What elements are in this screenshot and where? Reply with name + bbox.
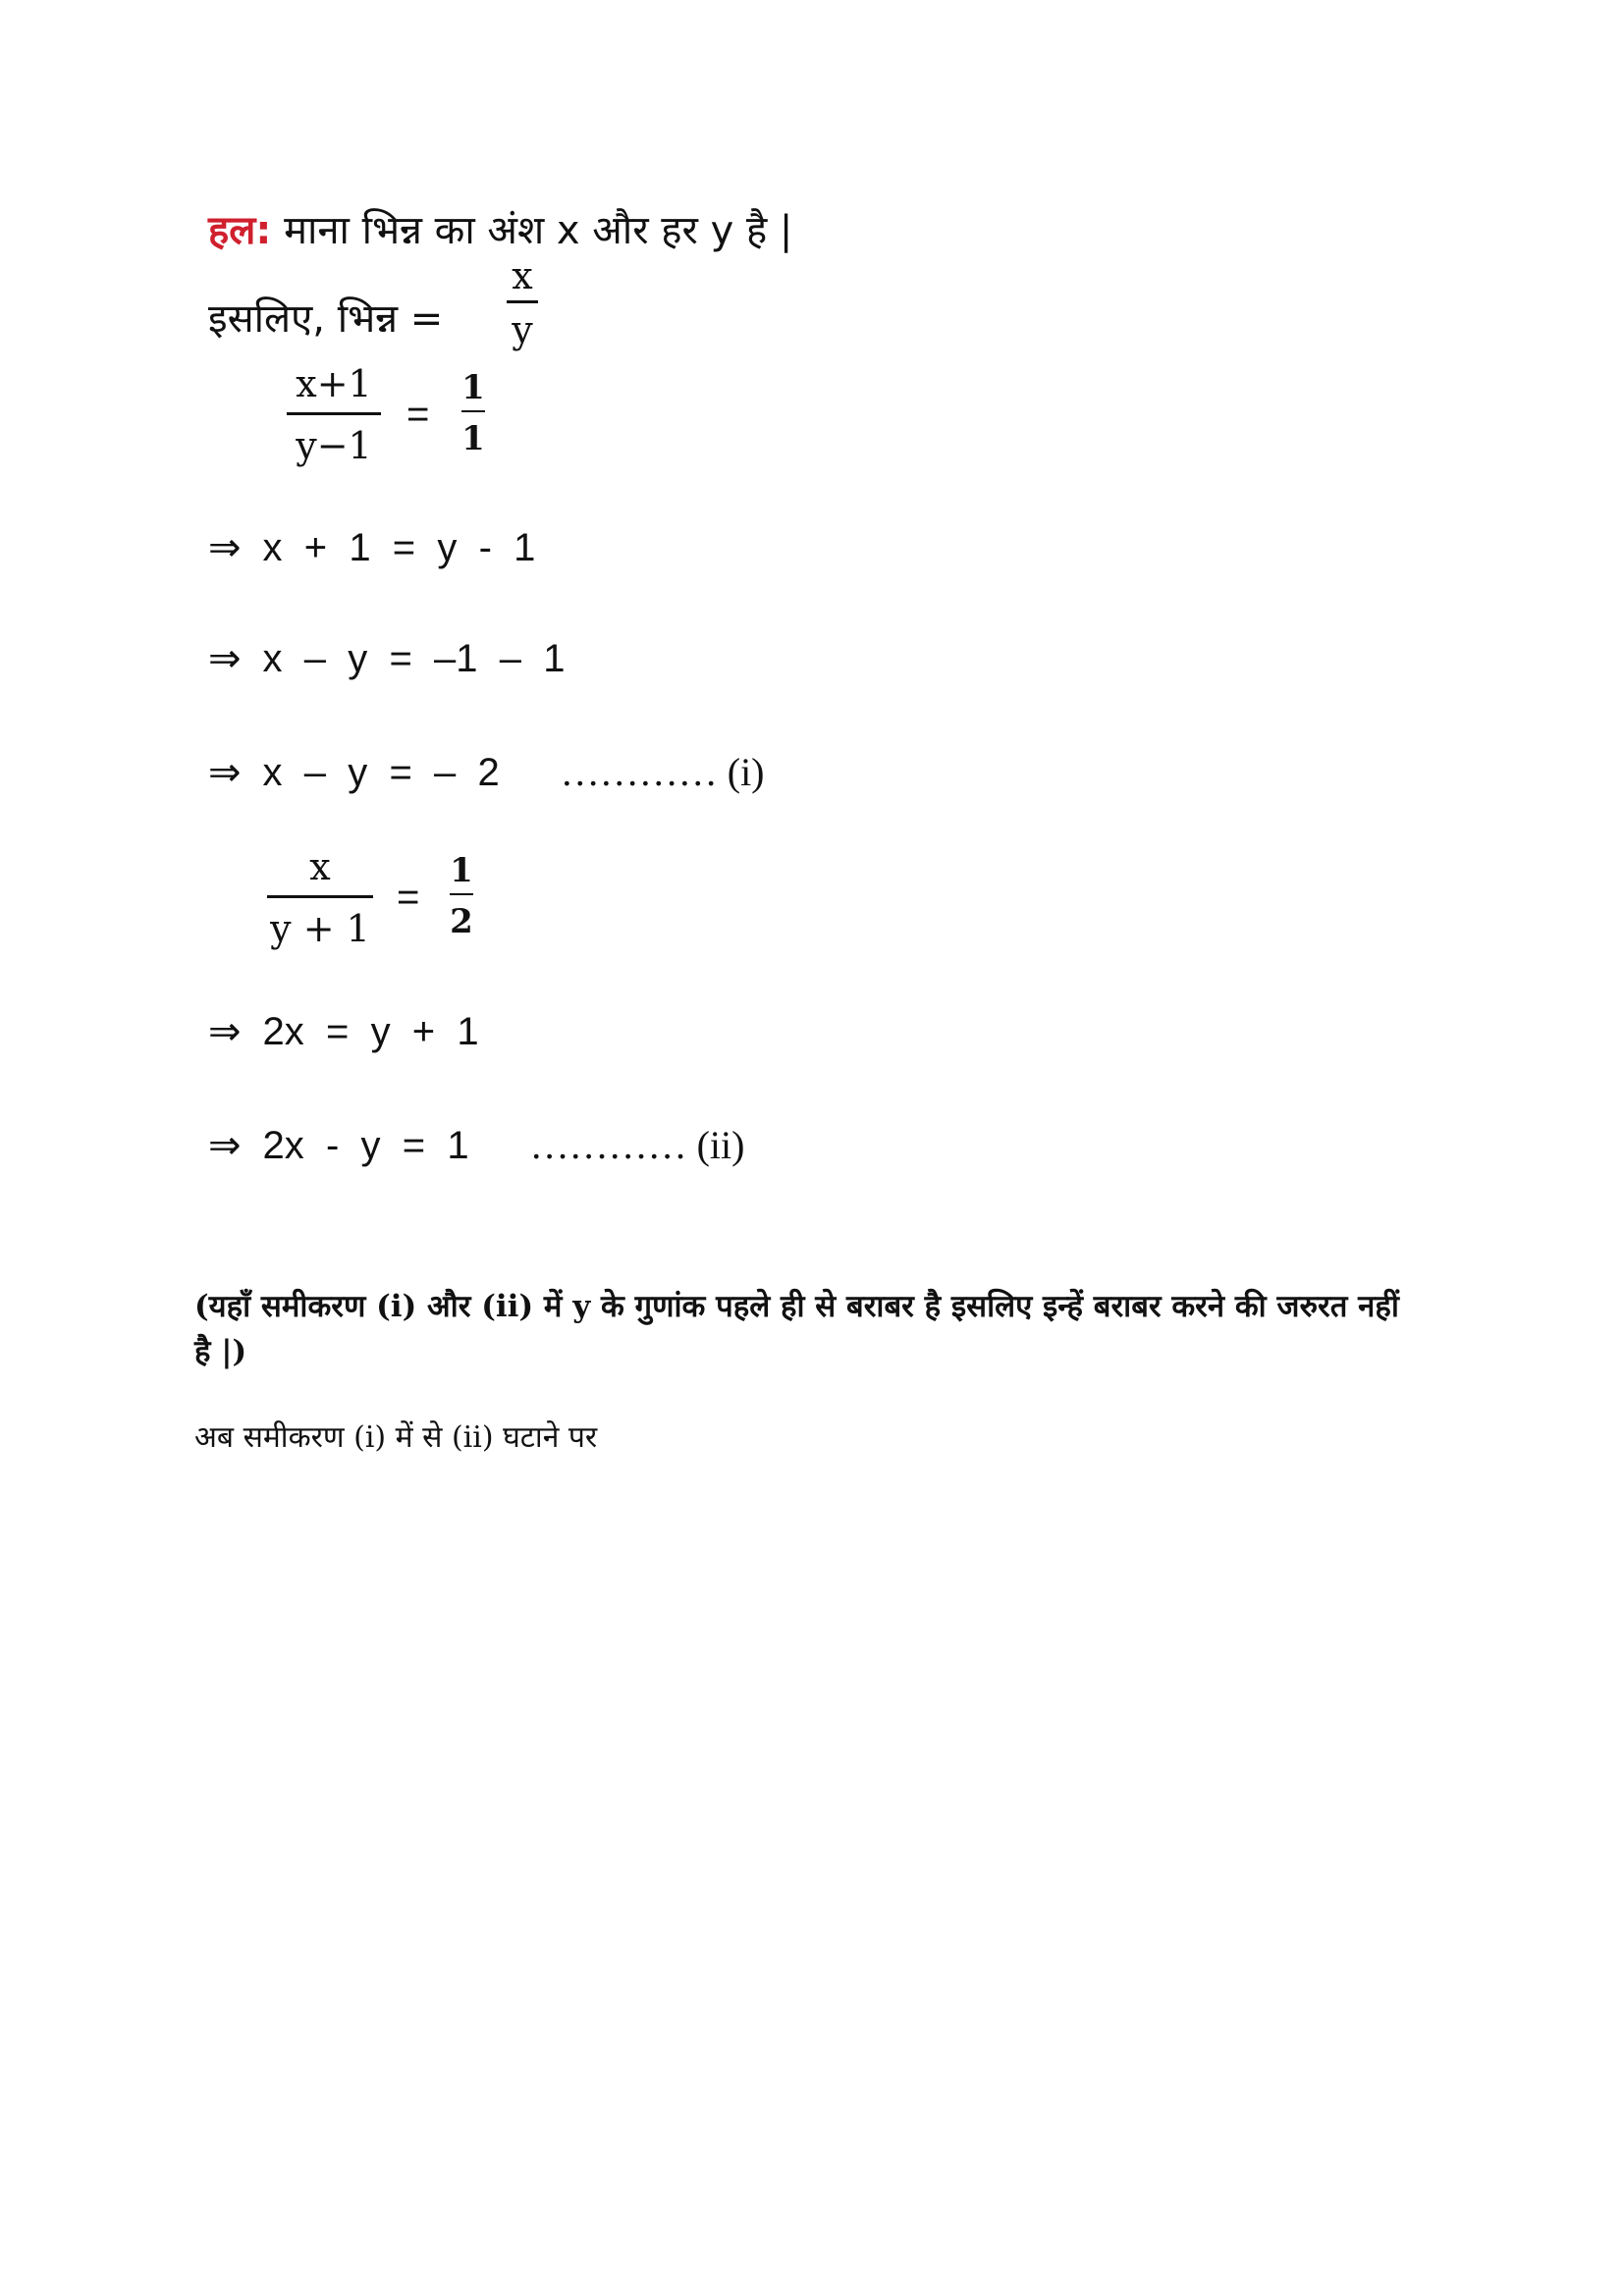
solution-intro-text: माना भिन्न का अंश x और हर y है | bbox=[284, 208, 793, 253]
fraction-bar bbox=[507, 300, 538, 303]
equation1-denominator: y−1 bbox=[296, 424, 372, 467]
step-equation: x – y = –1 – 1 bbox=[262, 637, 566, 680]
fraction-numerator: x bbox=[512, 254, 533, 297]
equation2-rhs-denominator: 2 bbox=[450, 902, 473, 941]
equation1-rhs-fraction bbox=[460, 368, 487, 458]
equation1-rhs-denominator: 1 bbox=[461, 419, 485, 458]
equation1-lhs-fraction bbox=[287, 362, 381, 467]
equation1-numerator: x+1 bbox=[296, 362, 372, 405]
implies-arrow-icon: ⇒ bbox=[208, 636, 242, 681]
fraction-denominator: y bbox=[512, 308, 533, 351]
fraction-x-over-y bbox=[503, 254, 542, 351]
implies-arrow-icon: ⇒ bbox=[208, 525, 242, 570]
implies-arrow-icon: ⇒ bbox=[208, 1123, 242, 1168]
step-line-4 bbox=[208, 1009, 479, 1054]
equation1-equals: = bbox=[406, 393, 430, 436]
equation2-equals: = bbox=[397, 876, 420, 919]
step-equation: x + 1 = y - 1 bbox=[262, 526, 536, 569]
fraction-definition-prefix: इसलिए, भिन्न = bbox=[208, 296, 444, 342]
solution-heading bbox=[208, 201, 792, 255]
equation2-rhs-bar bbox=[450, 893, 473, 895]
step-equation: x – y = – 2 bbox=[262, 751, 500, 794]
equation2-fraction-bar bbox=[267, 895, 373, 898]
equation2-lhs-fraction bbox=[267, 845, 373, 950]
step-line-2 bbox=[208, 636, 565, 681]
implies-arrow-icon: ⇒ bbox=[208, 750, 242, 795]
equation2-rhs-numerator: 1 bbox=[450, 851, 473, 890]
step-line-5 bbox=[208, 1122, 744, 1168]
explanatory-note: (यहाँ समीकरण (i) और (ii) में y के गुणांक पहले ही से बराबर है इसलिए इन्हें बराबर करने की जरुरत नहीं है |) bbox=[194, 1289, 1399, 1369]
equation1-fraction-bar bbox=[287, 412, 381, 415]
step-equation: 2x - y = 1 bbox=[262, 1124, 469, 1167]
equation2-rhs-fraction bbox=[448, 851, 475, 941]
equation-reference: ………… (i) bbox=[560, 750, 765, 794]
implies-arrow-icon: ⇒ bbox=[208, 1009, 242, 1054]
equation2-denominator: y + 1 bbox=[270, 907, 370, 950]
equation2-numerator: x bbox=[309, 845, 331, 888]
equation1-rhs-numerator: 1 bbox=[461, 368, 485, 407]
step-line-1 bbox=[208, 525, 535, 570]
equation-reference: ………… (ii) bbox=[529, 1123, 745, 1167]
step-equation: 2x = y + 1 bbox=[262, 1010, 479, 1053]
solution-label: हल: bbox=[208, 208, 272, 253]
equation1-rhs-bar bbox=[461, 410, 485, 412]
step-line-3 bbox=[208, 749, 765, 795]
subtraction-instruction: अब समीकरण (i) में से (ii) घटाने पर bbox=[194, 1420, 598, 1455]
